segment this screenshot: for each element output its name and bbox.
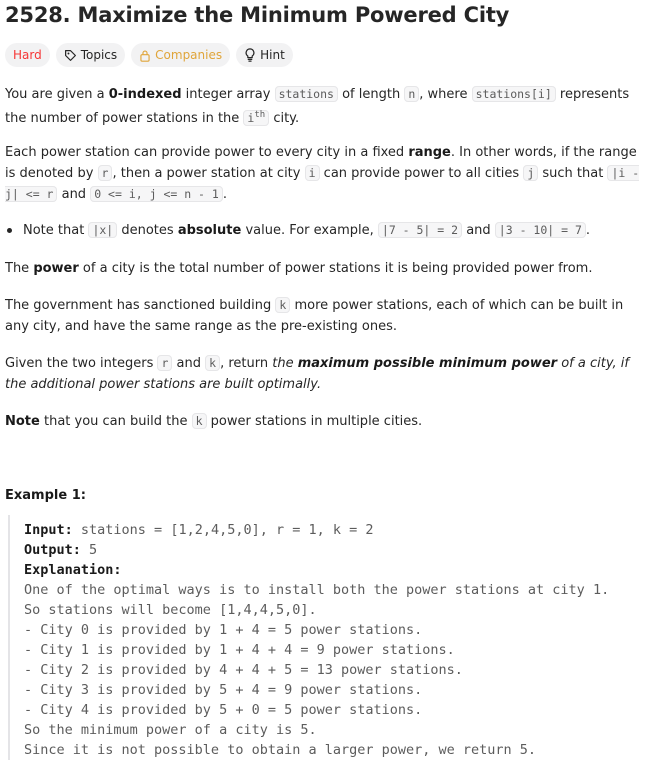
explanation-line: - City 2 is provided by 4 + 4 + 5 = 13 power stations. xyxy=(24,662,463,678)
explanation-line: One of the optimal ways is to install both the power stations at city 1. xyxy=(24,582,610,598)
lightbulb-icon xyxy=(244,48,256,62)
bullet-dot xyxy=(7,228,12,233)
example-1-block xyxy=(8,515,648,760)
input-value: stations = [1,2,4,5,0], r = 1, k = 2 xyxy=(72,522,374,538)
example-1-title: Example 1: xyxy=(5,488,86,503)
explanation-line: So stations will become [1,4,4,5,0]. xyxy=(24,602,317,618)
tag-icon xyxy=(64,49,77,62)
lock-icon xyxy=(139,49,151,62)
topics-label: Topics xyxy=(80,48,118,62)
difficulty-label: Hard xyxy=(13,48,42,62)
description-paragraph-4: The government has sanctioned building k more power stations, each of which can be built in any city, and have the same range as the pre-existing ones. xyxy=(5,298,624,334)
explanation-line: So the minimum power of a city is 5. xyxy=(24,722,317,738)
description-paragraph-3: The power of a city is the total number of power stations it is being provided power from. xyxy=(5,261,593,276)
companies-label: Companies xyxy=(155,48,223,62)
input-label: Input: xyxy=(24,522,73,538)
topics-button[interactable] xyxy=(56,43,125,67)
explanation-line: - City 3 is provided by 5 + 4 = 9 power stations. xyxy=(24,682,423,698)
description-paragraph-6: Note that you can build the k power stations in multiple cities. xyxy=(5,414,423,429)
description-paragraph-5: Given the two integers r and k , return the maximum possible minimum power of a city, if the additional power stations are built optimally. xyxy=(5,356,629,392)
explanation-line: - City 0 is provided by 1 + 4 = 5 power stations. xyxy=(24,622,423,638)
output-value: 5 xyxy=(80,542,98,558)
explanation-line: - City 1 is provided by 1 + 4 + 4 = 9 power stations. xyxy=(24,642,455,658)
description-paragraph-1: You are given a 0-indexed integer array stations of length n , where stations[i] represents the number of power stations in the $i^{th}$ city. xyxy=(5,87,630,126)
description-paragraph-2: Each power station can provide power to every city in a fixed range. In other words, if the range is denoted by r , then a power station at city i can provide power to all cities j such that |i - j| <= r and 0 <= i, j <= n - 1 . xyxy=(5,145,640,202)
companies-button[interactable] xyxy=(131,43,230,67)
note-bullet-text: Note that |x| denotes absolute value. For example, |7 - 5| = 2 and |3 - 10| = 7 . xyxy=(23,223,591,238)
output-label: Output: xyxy=(24,542,81,558)
problem-title: 2528. Maximize the Minimum Powered City xyxy=(5,3,510,27)
hint-label: Hint xyxy=(260,48,285,62)
note-list-item xyxy=(5,220,649,241)
explanation-label: Explanation: xyxy=(24,562,122,578)
explanation-line: - City 4 is provided by 5 + 0 = 5 power stations. xyxy=(24,702,423,718)
difficulty-badge[interactable] xyxy=(5,43,50,67)
explanation-line: Since it is not possible to obtain a larger power, we return 5. xyxy=(24,742,537,758)
tag-bar xyxy=(5,43,653,67)
hint-button[interactable] xyxy=(236,43,293,67)
